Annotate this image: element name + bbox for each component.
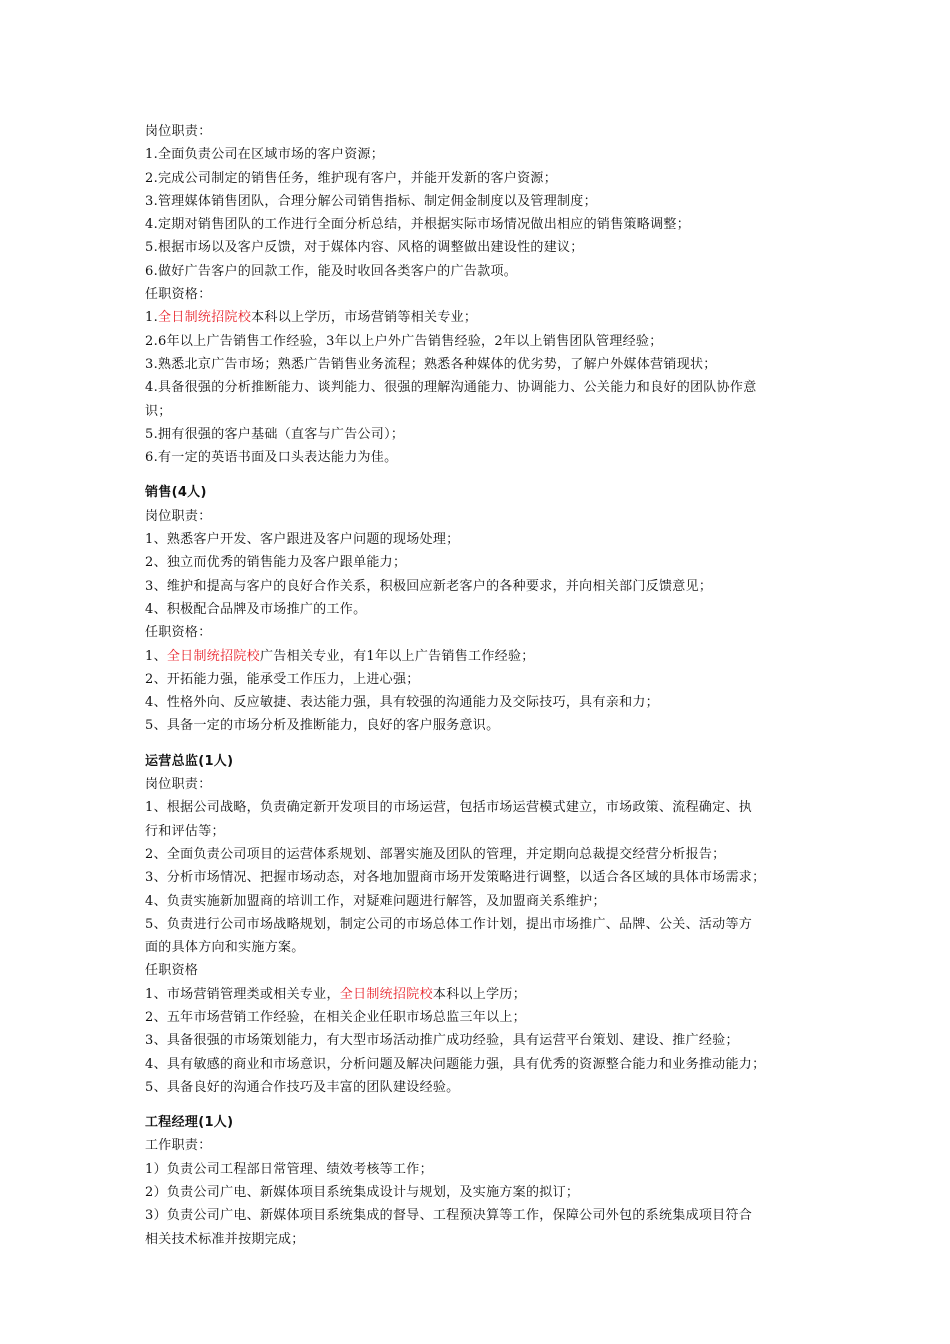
text-line: 5、具备良好的沟通合作技巧及丰富的团队建设经验。 xyxy=(145,1079,460,1095)
text-line: 4、负责实施新加盟商的培训工作，对疑难问题进行解答，及加盟商关系维护； xyxy=(145,893,606,909)
line-suffix: 本科以上学历，市场营销等相关专业； xyxy=(251,310,478,326)
job-section xyxy=(145,738,830,1099)
highlight-text: 全日制统招院校 xyxy=(166,648,260,664)
text-line: 4.具备很强的分析推断能力、谈判能力、很强的理解沟通能力、协调能力、公关能力和良好的团队协作意 xyxy=(145,380,757,396)
text-line: 2、全面负责公司项目的运营体系规划、部署实施及团队的管理，并定期向总裁提交经营分析报告； xyxy=(145,846,726,862)
text-line: 岗位职责： xyxy=(145,777,212,793)
text-line: 3、具备很强的市场策划能力，有大型市场活动推广成功经验，具有运营平台策划、建设、推广经验； xyxy=(145,1033,739,1049)
section-heading: 销售(4人) xyxy=(145,485,207,501)
text-line: 2、开拓能力强，能承受工作压力，上进心强； xyxy=(145,671,420,687)
text-line: 相关技术标准并按期完成； xyxy=(145,1231,305,1247)
text-line: 2、独立而优秀的销售能力及客户跟单能力； xyxy=(145,555,407,571)
text-line: 任职资格 xyxy=(145,963,199,979)
text-line: 任职资格： xyxy=(145,287,212,303)
line-prefix: 1、市场营销管理类或相关专业， xyxy=(145,986,340,1002)
job-section xyxy=(145,120,830,469)
highlight-text: 全日制统招院校 xyxy=(339,986,433,1002)
text-line: 5、具备一定的市场分析及推断能力，良好的客户服务意识。 xyxy=(145,718,500,734)
text-line: 岗位职责： xyxy=(145,508,212,524)
text-line: 识； xyxy=(145,403,172,419)
line-suffix: 广告相关专业，有1年以上广告销售工作经验； xyxy=(259,648,535,664)
line-suffix: 本科以上学历； xyxy=(432,986,526,1002)
text-line: 任职资格： xyxy=(145,625,212,641)
text-line xyxy=(145,645,830,668)
line-prefix: 1、 xyxy=(145,648,167,664)
text-line: 5.根据市场以及客户反馈，对于媒体内容、风格的调整做出建设性的建议； xyxy=(145,240,584,256)
text-line: 4.定期对销售团队的工作进行全面分析总结，并根据实际市场情况做出相应的销售策略调整； xyxy=(145,217,691,233)
text-line: 行和评估等； xyxy=(145,823,225,839)
section-spacer xyxy=(145,738,830,750)
text-line: 岗位职责： xyxy=(145,124,212,139)
section-heading: 运营总监(1人) xyxy=(145,753,234,769)
text-line: 面的具体方向和实施方案。 xyxy=(145,940,305,956)
section-spacer xyxy=(145,1099,830,1111)
text-line: 2.6年以上广告销售工作经验，3年以上户外广告销售经验，2年以上销售团队管理经验； xyxy=(145,333,663,349)
text-line: 3、维护和提高与客户的良好合作关系，积极回应新老客户的各种要求，并向相关部门反馈意见； xyxy=(145,578,713,594)
text-line: 6.做好广告客户的回款工作，能及时收回各类客户的广告款项。 xyxy=(145,263,518,279)
text-line: 1、根据公司战略，负责确定新开发项目的市场运营，包括市场运营模式建立，市场政策、流程确定、执 xyxy=(145,800,753,816)
text-line: 3、分析市场情况、把握市场动态，对各地加盟商市场开发策略进行调整，以适合各区域的具体市场需求； xyxy=(145,870,766,886)
job-section xyxy=(145,1099,830,1251)
text-line: 2、五年市场营销工作经验，在相关企业任职市场总监三年以上； xyxy=(145,1009,526,1025)
text-line: 工作职责： xyxy=(145,1138,212,1154)
text-line: 2.完成公司制定的销售任务，维护现有客户，并能开发新的客户资源； xyxy=(145,170,558,186)
text-line: 1）负责公司工程部日常管理、绩效考核等工作； xyxy=(145,1161,433,1177)
job-section xyxy=(145,469,830,737)
text-line: 1.全面负责公司在区域市场的客户资源； xyxy=(145,147,385,163)
text-line xyxy=(145,983,830,1006)
section-spacer xyxy=(145,469,830,481)
text-line: 3.管理媒体销售团队，合理分解公司销售指标、制定佣金制度以及管理制度； xyxy=(145,193,597,209)
text-line xyxy=(145,306,830,329)
text-line: 6.有一定的英语书面及口头表达能力为佳。 xyxy=(145,450,398,466)
text-line: 2）负责公司广电、新媒体项目系统集成设计与规划，及实施方案的拟订； xyxy=(145,1185,580,1201)
text-line: 4、性格外向、反应敏捷、表达能力强，具有较强的沟通能力及交际技巧，具有亲和力； xyxy=(145,695,659,711)
highlight-text: 全日制统招院校 xyxy=(158,310,252,326)
text-line: 4、积极配合品牌及市场推广的工作。 xyxy=(145,601,367,617)
text-line: 1、熟悉客户开发、客户跟进及客户问题的现场处理； xyxy=(145,532,460,548)
text-line: 3.熟悉北京广告市场；熟悉广告销售业务流程；熟悉各种媒体的优劣势，了解户外媒体营销现状； xyxy=(145,356,717,372)
text-line: 5.拥有很强的客户基础（直客与广告公司）； xyxy=(145,426,405,442)
text-line: 3）负责公司广电、新媒体项目系统集成的督导、工程预决算等工作，保障公司外包的系统集成项目符合 xyxy=(145,1208,753,1224)
text-line: 4、具有敏感的商业和市场意识，分析问题及解决问题能力强，具有优秀的资源整合能力和业务推动能力； xyxy=(145,1056,766,1072)
line-prefix: 1. xyxy=(145,310,159,326)
section-heading: 工程经理(1人) xyxy=(145,1115,234,1131)
text-line: 5、负责进行公司市场战略规划，制定公司的市场总体工作计划，提出市场推广、品牌、公关、活动等方 xyxy=(145,916,753,932)
